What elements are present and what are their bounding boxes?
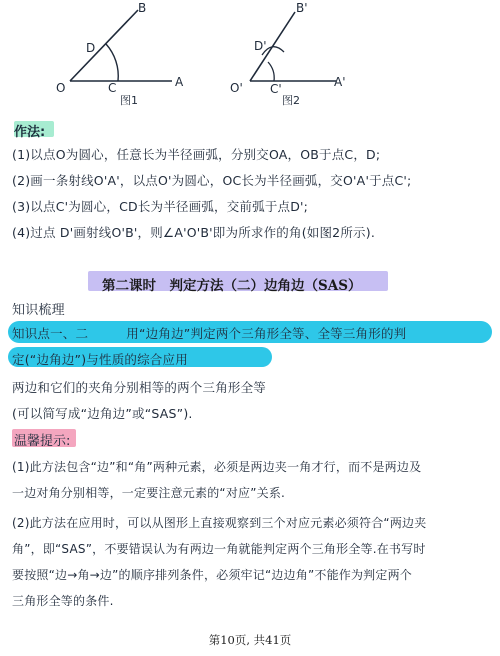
knowledge-body-line-2: (可以简写成“边角边”或“SAS”). bbox=[12, 406, 193, 421]
tips-line-4: 角”，即“SAS”，不要错误认为有两边一角就能判定两个三角形全等.在书写时 bbox=[12, 542, 426, 556]
figure-1-caption: 图1 bbox=[120, 94, 138, 107]
section-title: 第二课时 判定方法（二）边角边（SAS） bbox=[102, 278, 362, 294]
construction-heading: 作法: bbox=[14, 125, 46, 140]
tips-line-1: (1)此方法包含“边”和“角”两种元素，必须是两边夹一角才行，而不是两边及 bbox=[12, 460, 422, 474]
ray-ob bbox=[70, 10, 138, 81]
knowledge-body-line-1: 两边和它们的夹角分别相等的两个三角形全等 bbox=[12, 380, 267, 395]
knowledge-heading: 知识梳理 bbox=[12, 303, 65, 318]
label-o: O bbox=[56, 81, 66, 95]
tips-line-3: (2)此方法在应用时，可以从图形上直接观察到三个对应元素必须符合“两边夹 bbox=[12, 516, 427, 530]
knowledge-point-line-1: 知识点一、二 用“边角边”判定两个三角形全等、全等三角形的判 bbox=[12, 326, 407, 341]
arc-cd bbox=[106, 44, 118, 81]
construction-step-3: (3)以点C'为圆心，CD长为半径画弧，交前弧于点D'; bbox=[12, 199, 309, 214]
label-c-prime: C' bbox=[270, 82, 282, 96]
construction-step-1: (1)以点O为圆心，任意长为半径画弧，分别交OA，OB于点C，D; bbox=[12, 147, 381, 162]
label-d: D bbox=[86, 41, 96, 55]
figure-1 bbox=[56, 1, 184, 107]
tips-line-2: 一边对角分别相等，一定要注意元素的“对应”关系. bbox=[12, 486, 286, 500]
label-b-prime: B' bbox=[296, 1, 308, 15]
tips-heading: 温馨提示: bbox=[14, 434, 71, 449]
figure-2 bbox=[230, 1, 346, 107]
page-footer: 第10页, 共41页 bbox=[208, 633, 292, 647]
tips-line-6: 三角形全等的条件. bbox=[12, 594, 114, 608]
angle-figures bbox=[0, 0, 500, 110]
construction-step-4: (4)过点 D'画射线O'B'，则∠A'O'B'即为所求作的角(如图2所示). bbox=[12, 225, 375, 240]
label-a: A bbox=[175, 75, 184, 89]
label-d-prime: D' bbox=[254, 39, 267, 53]
label-c: C bbox=[108, 81, 117, 95]
label-o-prime: O' bbox=[230, 81, 243, 95]
label-a-prime: A' bbox=[334, 75, 346, 89]
tips-line-5: 要按照“边→角→边”的顺序排列条件，必须牢记“边边角”不能作为判定两个 bbox=[12, 568, 412, 582]
knowledge-point-line-2: 定(“边角边”)与性质的综合应用 bbox=[12, 352, 188, 367]
construction-step-2: (2)画一条射线O'A'，以点O'为圆心，OC长为半径画弧，交O'A'于点C'; bbox=[12, 173, 412, 188]
arc-small bbox=[268, 62, 274, 81]
label-b: B bbox=[138, 1, 147, 15]
figure-2-caption: 图2 bbox=[282, 94, 300, 107]
